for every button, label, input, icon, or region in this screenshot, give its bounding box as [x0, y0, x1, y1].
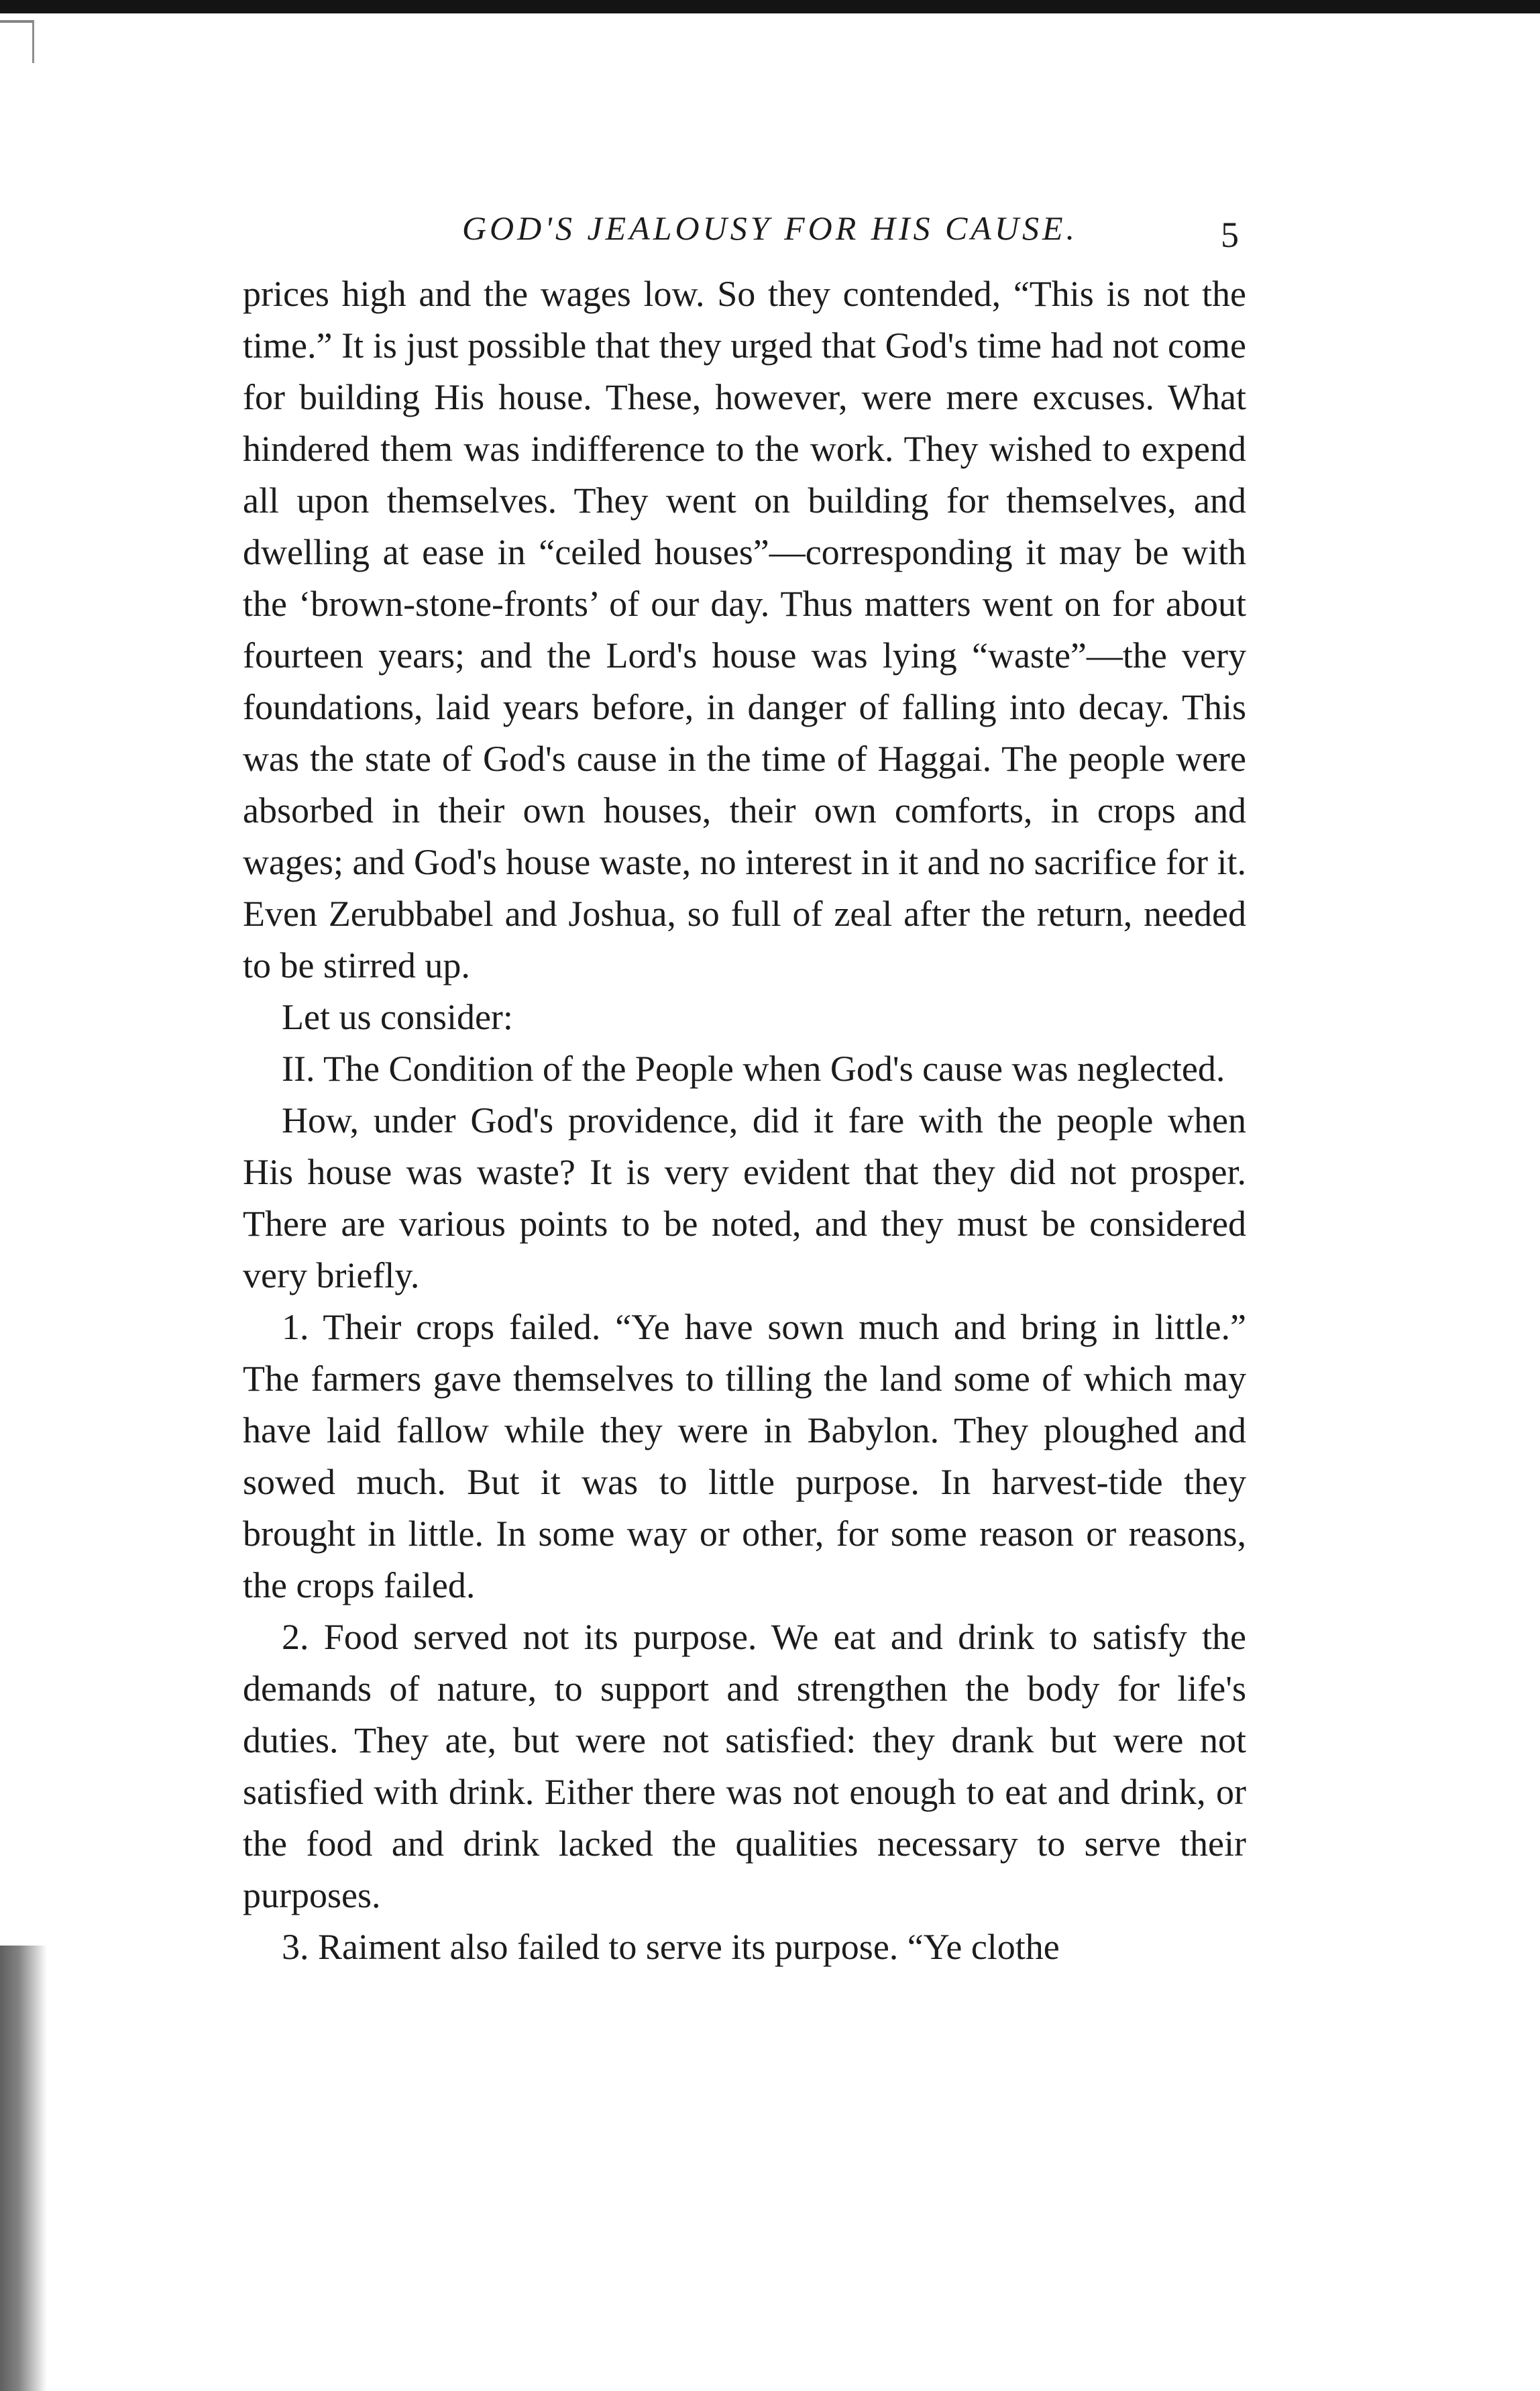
section-heading-ii: II. The Condition of the People when God's cause was neglected. [282, 1049, 1225, 1089]
running-head: GOD'S JEALOUSY FOR HIS CAUSE. [461, 209, 1079, 247]
scan-corner-mark [0, 20, 34, 63]
paragraph-point-1-crops: 1. Their crops failed. “Ye have sown much and bring in little.” The farmers gave themselves to tilling the land some of which may have laid fallow while they were in Babylon. They ploughed and sowed much. But it was to little purpose. In harvest-tide they brought in little. In some way or other, for some reason or reasons, the crops failed. [243, 1307, 1246, 1605]
paragraph-point-3-raiment: 3. Raiment also failed to serve its purpose. “Ye clothe [282, 1927, 1060, 1967]
scan-top-border [0, 0, 1540, 13]
paragraph-how-did-it-fare: How, under God's providence, did it fare with the people when His house was waste? It is very evident that they did not prosper. There are various points to be noted, and they must be considered very briefly. [243, 1100, 1246, 1295]
paragraph-point-2-food: 2. Food served not its purpose. We eat and drink to satisfy the demands of nature, to support and strengthen the body for life's duties. They ate, but were not satisfied: they drank but were not satisfied with drink. Either there was not enough to eat and drink, or the food and drink lacked the qualities necessary to serve their purposes. [243, 1617, 1246, 1915]
paragraph-continuation: prices high and the wages low. So they contended, “This is not the time.” It is just possible that they urged that God's time had not come for building His house. These, however, were mere excuses. What hindered them was indifference to the work. They wished to expend all upon themselves. They went on building for themselves, and dwelling at ease in “ceiled houses”—corresponding it may be with the ‘brown-stone-fronts’ of our day. Thus matters went on for about fourteen years; and the Lord's house was lying “waste”—the very foundations, laid years before, in danger of falling into decay. This was the state of God's cause in the time of Haggai. The people were absorbed in their own houses, their own comforts, in crops and wages; and God's house waste, no interest in it and no sacrifice for it. Even Zerubbabel and Joshua, so full of zeal after the return, needed to be stirred up. [243, 274, 1246, 986]
body-text [243, 268, 1246, 1973]
page-number: 5 [1221, 215, 1239, 255]
page-header [0, 201, 1540, 255]
scan-left-edge-shadow [0, 1946, 47, 2391]
paragraph-let-us-consider: Let us consider: [282, 997, 513, 1037]
